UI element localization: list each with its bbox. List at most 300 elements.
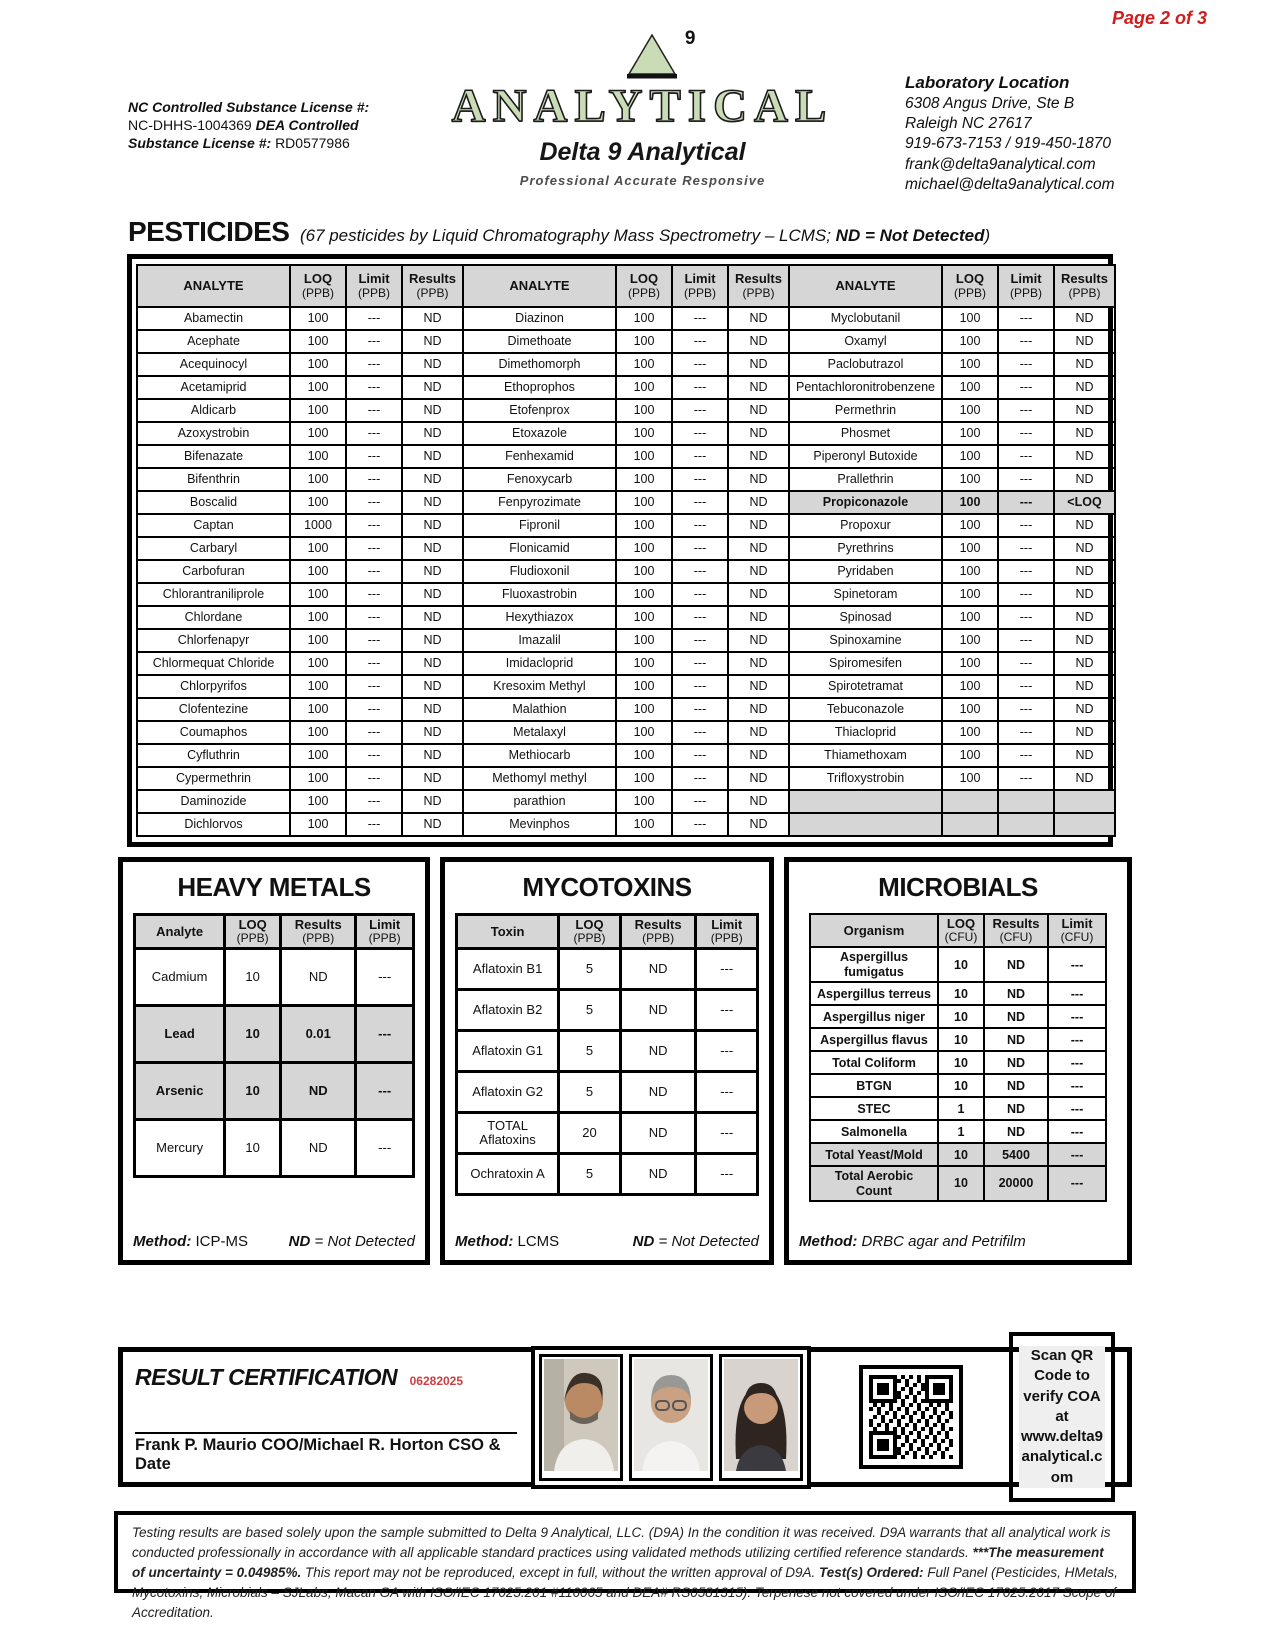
table-header-cell: LOQ (PPB) xyxy=(942,265,998,307)
table-cell: 100 xyxy=(290,491,346,514)
table-cell: 100 xyxy=(942,629,998,652)
table-cell: 20 xyxy=(559,1113,621,1154)
certifier-photos xyxy=(531,1346,811,1489)
table-cell: --- xyxy=(696,1154,758,1195)
table-cell xyxy=(789,790,942,813)
person-portrait-icon xyxy=(544,1359,618,1471)
table-cell: Dimethoate xyxy=(463,330,616,353)
qr-instructions xyxy=(1009,1332,1115,1502)
certification-title: RESULT CERTIFICATION xyxy=(135,1364,398,1390)
table-cell: Aspergillus terreus xyxy=(810,982,938,1005)
table-cell: 100 xyxy=(290,606,346,629)
table-cell: --- xyxy=(998,606,1054,629)
mycotoxins-row xyxy=(457,1154,758,1195)
table-cell: Kresoxim Methyl xyxy=(463,675,616,698)
table-cell: Lead xyxy=(135,1006,225,1063)
mycotoxins-body xyxy=(457,949,758,1195)
table-cell: Cypermethrin xyxy=(137,767,290,790)
table-cell: ND xyxy=(1054,376,1115,399)
table-cell: ND xyxy=(281,1120,356,1177)
table-cell: 10 xyxy=(225,1063,281,1120)
table-cell: 100 xyxy=(616,744,672,767)
heavy-metals-header-row xyxy=(135,915,414,949)
table-cell: Aspergillus niger xyxy=(810,1005,938,1028)
table-cell: 100 xyxy=(290,790,346,813)
table-cell: 100 xyxy=(616,721,672,744)
table-cell: ND xyxy=(402,560,463,583)
table-cell: Fenpyrozimate xyxy=(463,491,616,514)
table-cell: ND xyxy=(1054,399,1115,422)
pesticides-subtitle: (67 pesticides by Liquid Chromatography Mass Spectrometry – LCMS; ND = Not Detected) xyxy=(299,226,991,245)
mycotoxins-row xyxy=(457,949,758,990)
pesticide-row xyxy=(137,744,1115,767)
table-header-cell: Limit (PPB) xyxy=(356,915,414,949)
table-cell: ND xyxy=(1054,560,1115,583)
table-cell: --- xyxy=(998,767,1054,790)
table-cell: ND xyxy=(1054,744,1115,767)
table-cell: --- xyxy=(1048,1120,1106,1143)
table-cell: 100 xyxy=(616,445,672,468)
table-cell: ND xyxy=(1054,514,1115,537)
heavy-metals-row xyxy=(135,949,414,1006)
mycotoxins-row xyxy=(457,990,758,1031)
lab-location-block xyxy=(905,72,1205,212)
table-cell: ND xyxy=(620,1072,696,1113)
table-cell: 0.01 xyxy=(281,1006,356,1063)
table-cell: Etoxazole xyxy=(463,422,616,445)
table-cell: ND xyxy=(402,744,463,767)
pesticide-row xyxy=(137,399,1115,422)
table-cell: 100 xyxy=(290,468,346,491)
table-cell: --- xyxy=(998,744,1054,767)
license-line: NC-DHHS-1004369 DEA Controlled xyxy=(128,117,359,134)
microbials-row xyxy=(810,1074,1106,1097)
table-cell: 100 xyxy=(942,652,998,675)
table-cell: --- xyxy=(998,376,1054,399)
table-cell: 100 xyxy=(616,813,672,836)
microbials-header-row xyxy=(810,914,1106,947)
logo-mark xyxy=(624,28,696,87)
signature-line xyxy=(135,1432,517,1434)
table-cell: 100 xyxy=(290,675,346,698)
table-cell: Azoxystrobin xyxy=(137,422,290,445)
table-cell: Fipronil xyxy=(463,514,616,537)
table-cell: --- xyxy=(672,537,728,560)
table-cell: Aspergillus fumigatus xyxy=(810,947,938,982)
table-cell: 10 xyxy=(938,1074,984,1097)
table-cell: --- xyxy=(346,721,402,744)
table-cell: Salmonella xyxy=(810,1120,938,1143)
table-cell: ND xyxy=(728,491,789,514)
table-cell: Etofenprox xyxy=(463,399,616,422)
table-cell: Aldicarb xyxy=(137,399,290,422)
table-cell: ND xyxy=(1054,767,1115,790)
lab-email-2: michael@delta9analytical.com xyxy=(905,175,1115,193)
table-cell: ND xyxy=(728,813,789,836)
table-cell: ND xyxy=(402,537,463,560)
table-cell: 20000 xyxy=(984,1166,1048,1201)
table-cell: Imazalil xyxy=(463,629,616,652)
table-cell: --- xyxy=(346,767,402,790)
microbials-row xyxy=(810,1166,1106,1201)
table-header-cell: Limit (PPB) xyxy=(696,915,758,949)
table-cell: ND xyxy=(402,307,463,330)
table-cell: 100 xyxy=(616,491,672,514)
pesticide-row xyxy=(137,652,1115,675)
table-cell: --- xyxy=(998,353,1054,376)
heavy-metals-method: Method: ICP-MS ND = Not Detected xyxy=(133,1233,415,1250)
table-cell: --- xyxy=(998,583,1054,606)
table-cell: ND xyxy=(728,629,789,652)
panel-sections xyxy=(118,857,1132,1265)
pesticide-row xyxy=(137,675,1115,698)
table-cell: ND xyxy=(984,947,1048,982)
table-cell: Tebuconazole xyxy=(789,698,942,721)
pesticide-row xyxy=(137,330,1115,353)
table-header-cell: LOQ (CFU) xyxy=(938,914,984,947)
table-cell: Spinetoram xyxy=(789,583,942,606)
table-cell: Abamectin xyxy=(137,307,290,330)
table-cell xyxy=(998,813,1054,836)
qr-code xyxy=(859,1365,963,1469)
table-cell: Aflatoxin G2 xyxy=(457,1072,559,1113)
table-cell: --- xyxy=(346,652,402,675)
table-cell: ND xyxy=(984,1120,1048,1143)
table-cell: ND xyxy=(728,399,789,422)
table-cell: 100 xyxy=(942,445,998,468)
table-header-cell: ANALYTE xyxy=(463,265,616,307)
table-cell: Chlormequat Chloride xyxy=(137,652,290,675)
logo-wordmark: ANALYTICAL xyxy=(451,80,834,132)
table-cell: --- xyxy=(1048,1143,1106,1166)
table-cell: ND xyxy=(728,307,789,330)
microbials-row xyxy=(810,1005,1106,1028)
table-cell xyxy=(1054,790,1115,813)
microbials-row xyxy=(810,1051,1106,1074)
heavy-metals-row xyxy=(135,1063,414,1120)
table-cell: --- xyxy=(672,399,728,422)
table-cell: --- xyxy=(998,307,1054,330)
table-cell: 100 xyxy=(290,376,346,399)
table-cell: Daminozide xyxy=(137,790,290,813)
table-cell: Dimethomorph xyxy=(463,353,616,376)
table-cell: --- xyxy=(346,744,402,767)
table-cell: 100 xyxy=(290,583,346,606)
heavy-metals-row xyxy=(135,1006,414,1063)
table-cell: Acequinocyl xyxy=(137,353,290,376)
microbials-section xyxy=(784,857,1132,1265)
table-cell: Thiacloprid xyxy=(789,721,942,744)
table-cell: ND xyxy=(728,652,789,675)
table-cell: --- xyxy=(672,491,728,514)
table-cell: --- xyxy=(346,376,402,399)
table-cell: --- xyxy=(696,990,758,1031)
table-cell: Methomyl methyl xyxy=(463,767,616,790)
table-cell: Propiconazole xyxy=(789,491,942,514)
table-header-cell: Toxin xyxy=(457,915,559,949)
table-cell: 100 xyxy=(616,376,672,399)
table-cell: ND xyxy=(728,330,789,353)
table-cell: ND xyxy=(402,606,463,629)
pesticide-row xyxy=(137,698,1115,721)
table-cell: ND xyxy=(402,330,463,353)
table-cell: Total Aerobic Count xyxy=(810,1166,938,1201)
table-cell: Ethoprophos xyxy=(463,376,616,399)
lab-address-line2: Raleigh NC 27617 xyxy=(905,115,1032,133)
table-cell: --- xyxy=(672,353,728,376)
table-cell: ND xyxy=(1054,698,1115,721)
table-cell: 100 xyxy=(616,583,672,606)
table-cell: 100 xyxy=(616,675,672,698)
table-header-cell: Limit (PPB) xyxy=(346,265,402,307)
table-cell: --- xyxy=(346,790,402,813)
table-cell: --- xyxy=(672,790,728,813)
table-cell: --- xyxy=(998,514,1054,537)
table-cell: Permethrin xyxy=(789,399,942,422)
table-cell: ND xyxy=(402,629,463,652)
table-cell: --- xyxy=(672,744,728,767)
table-cell: ND xyxy=(728,445,789,468)
table-cell: ND xyxy=(402,468,463,491)
logo-nine: 9 xyxy=(684,28,696,49)
table-cell: ND xyxy=(728,767,789,790)
table-cell: Fluoxastrobin xyxy=(463,583,616,606)
table-cell: ND xyxy=(402,721,463,744)
table-cell: BTGN xyxy=(810,1074,938,1097)
table-cell xyxy=(942,790,998,813)
microbials-row xyxy=(810,1097,1106,1120)
table-cell: --- xyxy=(346,560,402,583)
table-cell: 5 xyxy=(559,949,621,990)
table-cell: 100 xyxy=(290,422,346,445)
table-header-cell: LOQ (PPB) xyxy=(616,265,672,307)
table-cell: 100 xyxy=(290,537,346,560)
table-header-cell: Limit (CFU) xyxy=(1048,914,1106,947)
table-cell: Dichlorvos xyxy=(137,813,290,836)
pesticide-row xyxy=(137,560,1115,583)
table-cell: 100 xyxy=(942,514,998,537)
table-cell: Carbofuran xyxy=(137,560,290,583)
table-cell: --- xyxy=(346,583,402,606)
table-header-cell: Results (PPB) xyxy=(402,265,463,307)
table-cell: --- xyxy=(346,422,402,445)
table-cell: Ochratoxin A xyxy=(457,1154,559,1195)
table-cell: ND xyxy=(402,583,463,606)
table-cell: ND xyxy=(984,1028,1048,1051)
table-cell: 100 xyxy=(942,744,998,767)
table-cell: 100 xyxy=(616,652,672,675)
table-cell: 100 xyxy=(616,698,672,721)
table-cell: 100 xyxy=(290,813,346,836)
result-certification-section xyxy=(118,1347,1132,1487)
table-cell: Malathion xyxy=(463,698,616,721)
table-cell: ND xyxy=(402,399,463,422)
table-cell: --- xyxy=(346,813,402,836)
table-cell: --- xyxy=(998,445,1054,468)
table-cell: 100 xyxy=(290,307,346,330)
table-cell: --- xyxy=(672,514,728,537)
table-cell: 1 xyxy=(938,1120,984,1143)
signature-label: Frank P. Maurio COO/Michael R. Horton CSO & Date xyxy=(135,1436,501,1473)
table-cell: 100 xyxy=(616,767,672,790)
table-cell: Oxamyl xyxy=(789,330,942,353)
table-header-cell: ANALYTE xyxy=(789,265,942,307)
table-cell: Spinosad xyxy=(789,606,942,629)
table-cell: ND xyxy=(1054,330,1115,353)
table-cell: ND xyxy=(620,1113,696,1154)
table-header-cell: ANALYTE xyxy=(137,265,290,307)
table-cell: Acetamiprid xyxy=(137,376,290,399)
table-cell: 100 xyxy=(942,583,998,606)
table-cell: ND xyxy=(984,1051,1048,1074)
heavy-metals-title: HEAVY METALS xyxy=(177,872,371,902)
table-cell: 100 xyxy=(616,629,672,652)
page-number: Page 2 of 3 xyxy=(1111,8,1207,28)
microbials-row xyxy=(810,1028,1106,1051)
table-cell: --- xyxy=(356,1120,414,1177)
table-cell: --- xyxy=(672,652,728,675)
table-cell: --- xyxy=(1048,982,1106,1005)
pesticide-row xyxy=(137,606,1115,629)
mycotoxins-section xyxy=(440,857,774,1265)
table-cell: ND xyxy=(402,698,463,721)
table-header-cell: Results (PPB) xyxy=(620,915,696,949)
heavy-metals-body xyxy=(135,949,414,1177)
table-cell: --- xyxy=(1048,947,1106,982)
pesticide-row xyxy=(137,767,1115,790)
table-header-cell: Limit (PPB) xyxy=(998,265,1054,307)
table-cell: 100 xyxy=(942,606,998,629)
table-cell: --- xyxy=(998,560,1054,583)
table-cell: --- xyxy=(356,1063,414,1120)
table-cell: ND xyxy=(1054,583,1115,606)
table-cell: ND xyxy=(402,813,463,836)
table-cell: 10 xyxy=(938,1166,984,1201)
table-cell: Cyfluthrin xyxy=(137,744,290,767)
table-cell: Clofentezine xyxy=(137,698,290,721)
heavy-metals-table xyxy=(133,913,415,1178)
table-cell: 100 xyxy=(290,744,346,767)
table-cell: ND xyxy=(620,1154,696,1195)
table-cell xyxy=(942,813,998,836)
table-cell: TOTAL Aflatoxins xyxy=(457,1113,559,1154)
table-cell: --- xyxy=(1048,1051,1106,1074)
pesticide-row xyxy=(137,721,1115,744)
mycotoxins-row xyxy=(457,1113,758,1154)
table-header-cell: Results (PPB) xyxy=(1054,265,1115,307)
pesticide-row xyxy=(137,537,1115,560)
table-cell: 10 xyxy=(225,949,281,1006)
table-cell: ND xyxy=(1054,445,1115,468)
table-cell: --- xyxy=(998,422,1054,445)
pesticides-table xyxy=(136,264,1116,837)
table-cell: --- xyxy=(672,721,728,744)
table-cell: ND xyxy=(728,468,789,491)
table-cell: 100 xyxy=(290,399,346,422)
table-cell: 100 xyxy=(616,560,672,583)
table-cell: --- xyxy=(696,1031,758,1072)
table-cell: 100 xyxy=(942,675,998,698)
table-cell: ND xyxy=(402,422,463,445)
table-cell: --- xyxy=(346,445,402,468)
table-cell: ND xyxy=(1054,353,1115,376)
logo-triangle-icon xyxy=(624,32,680,82)
table-cell: ND xyxy=(728,353,789,376)
pesticide-row xyxy=(137,629,1115,652)
table-cell: ND xyxy=(728,744,789,767)
disclaimer-section xyxy=(114,1511,1136,1620)
table-cell: --- xyxy=(672,422,728,445)
microbials-table xyxy=(809,913,1107,1202)
mycotoxins-header-row xyxy=(457,915,758,949)
table-header-cell: Results (PPB) xyxy=(281,915,356,949)
table-cell: --- xyxy=(696,949,758,990)
table-cell: ND xyxy=(984,982,1048,1005)
table-cell: --- xyxy=(346,468,402,491)
table-cell: 100 xyxy=(616,606,672,629)
table-cell: Boscalid xyxy=(137,491,290,514)
microbials-row xyxy=(810,982,1106,1005)
pesticide-row xyxy=(137,307,1115,330)
table-cell: ND xyxy=(728,537,789,560)
table-cell: 100 xyxy=(942,422,998,445)
lab-location-title: Laboratory Location xyxy=(905,73,1070,92)
pesticide-row xyxy=(137,376,1115,399)
table-cell: ND xyxy=(1054,307,1115,330)
table-cell: Fenoxycarb xyxy=(463,468,616,491)
table-cell: Total Coliform xyxy=(810,1051,938,1074)
table-cell: Chlorpyrifos xyxy=(137,675,290,698)
table-cell: --- xyxy=(1048,1005,1106,1028)
table-cell: 100 xyxy=(942,721,998,744)
table-cell: ND xyxy=(1054,537,1115,560)
table-cell: --- xyxy=(672,675,728,698)
pesticide-row xyxy=(137,422,1115,445)
pesticide-row xyxy=(137,491,1115,514)
table-cell: 100 xyxy=(290,652,346,675)
table-cell: Pentachloronitrobenzene xyxy=(789,376,942,399)
certifier-photo-1 xyxy=(539,1354,623,1481)
table-cell: 1000 xyxy=(290,514,346,537)
table-cell: 100 xyxy=(290,721,346,744)
table-cell: --- xyxy=(672,560,728,583)
pesticides-header-row xyxy=(137,265,1115,307)
table-cell: --- xyxy=(696,1113,758,1154)
table-header-cell: Analyte xyxy=(135,915,225,949)
signature-area xyxy=(135,1432,517,1474)
certifier-photo-2 xyxy=(629,1354,713,1481)
table-cell: Carbaryl xyxy=(137,537,290,560)
table-cell: ND xyxy=(402,514,463,537)
table-cell: --- xyxy=(1048,1028,1106,1051)
license-line: Substance License #: RD0577986 xyxy=(128,135,350,152)
table-cell: --- xyxy=(346,330,402,353)
table-cell: ND xyxy=(281,1063,356,1120)
table-cell: 100 xyxy=(942,468,998,491)
logo-brand-name: Delta 9 Analytical xyxy=(539,138,746,166)
table-cell: --- xyxy=(346,307,402,330)
table-cell: ND xyxy=(1054,422,1115,445)
table-cell: --- xyxy=(998,721,1054,744)
table-cell: ND xyxy=(984,1097,1048,1120)
table-cell: ND xyxy=(728,376,789,399)
table-cell: 100 xyxy=(942,698,998,721)
table-cell: 1 xyxy=(938,1097,984,1120)
table-cell: Trifloxystrobin xyxy=(789,767,942,790)
table-cell: ND xyxy=(728,675,789,698)
table-cell: 100 xyxy=(942,537,998,560)
table-cell: ND xyxy=(728,721,789,744)
